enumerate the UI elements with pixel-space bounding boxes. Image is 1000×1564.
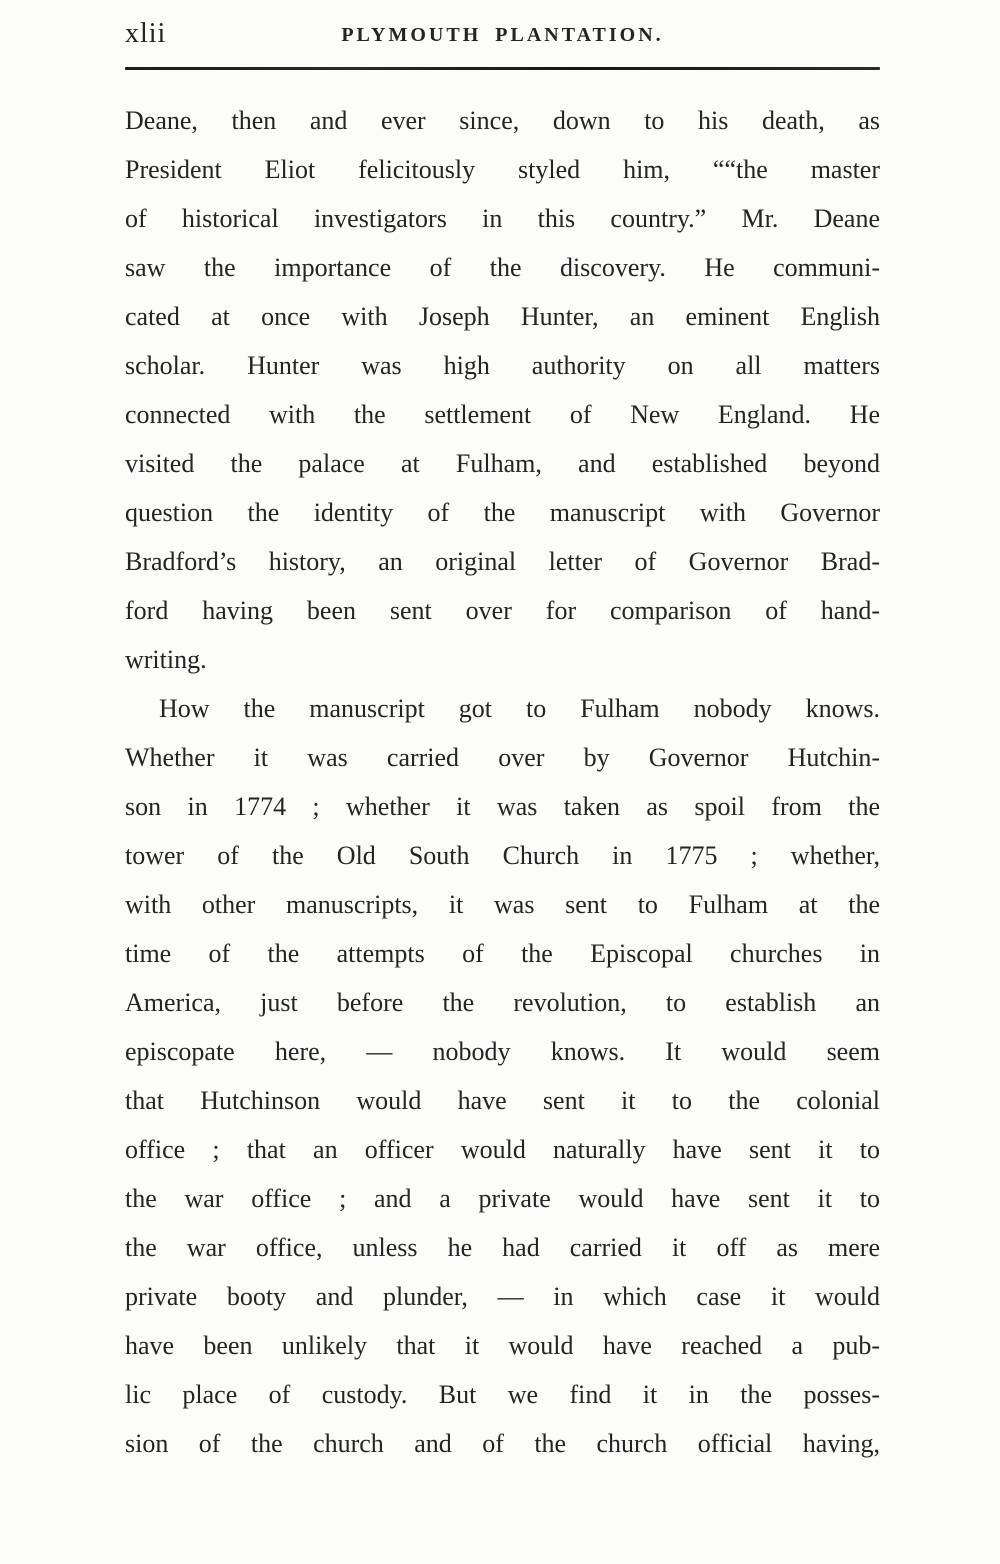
text-line: How the manuscript got to Fulham nobody knows. — [159, 694, 880, 723]
text-line: Bradford’s history, an original letter of Governor Brad- — [125, 547, 880, 576]
text-line: writing. — [125, 645, 207, 674]
text-line: Whether it was carried over by Governor Hutchin- — [125, 743, 880, 772]
text-line: America, just before the revolution, to establish an — [125, 988, 880, 1017]
text-line: ford having been sent over for comparison of hand- — [125, 596, 880, 625]
text-line: sion of the church and of the church official having, — [125, 1429, 880, 1458]
page-header — [125, 16, 880, 56]
text-line: saw the importance of the discovery. He communi- — [125, 253, 880, 282]
text-line: President Eliot felicitously styled him, ““the master — [125, 155, 880, 184]
text-line: have been unlikely that it would have reached a pub- — [125, 1331, 880, 1360]
header-rule — [125, 67, 880, 70]
text-line: tower of the Old South Church in 1775 ; whether, — [125, 841, 880, 870]
text-line: the war office ; and a private would have sent it to — [125, 1184, 880, 1213]
text-line: lic place of custody. But we find it in the posses- — [125, 1380, 880, 1409]
page-body — [125, 96, 880, 1468]
text-line: scholar. Hunter was high authority on all matters — [125, 351, 880, 380]
page-number: xlii — [125, 18, 167, 49]
text-line: question the identity of the manuscript with Governor — [125, 498, 880, 527]
text-line: visited the palace at Fulham, and established beyond — [125, 449, 880, 478]
running-title: PLYMOUTH PLANTATION. — [341, 24, 664, 46]
text-line: son in 1774 ; whether it was taken as spoil from the — [125, 792, 880, 821]
text-line: with other manuscripts, it was sent to Fulham at the — [125, 890, 880, 919]
text-line: Deane, then and ever since, down to his death, as — [125, 106, 880, 135]
text-line: office ; that an officer would naturally have sent it to — [125, 1135, 880, 1164]
text-line: connected with the settlement of New England. He — [125, 400, 880, 429]
text-line: cated at once with Joseph Hunter, an eminent English — [125, 302, 880, 331]
text-line: private booty and plunder, — in which case it would — [125, 1282, 880, 1311]
text-line: the war office, unless he had carried it off as mere — [125, 1233, 880, 1262]
text-line: of historical investigators in this country.” Mr. Deane — [125, 204, 880, 233]
text-line: time of the attempts of the Episcopal churches in — [125, 939, 880, 968]
text-line: that Hutchinson would have sent it to the colonial — [125, 1086, 880, 1115]
text-line: episcopate here, — nobody knows. It would seem — [125, 1037, 880, 1066]
